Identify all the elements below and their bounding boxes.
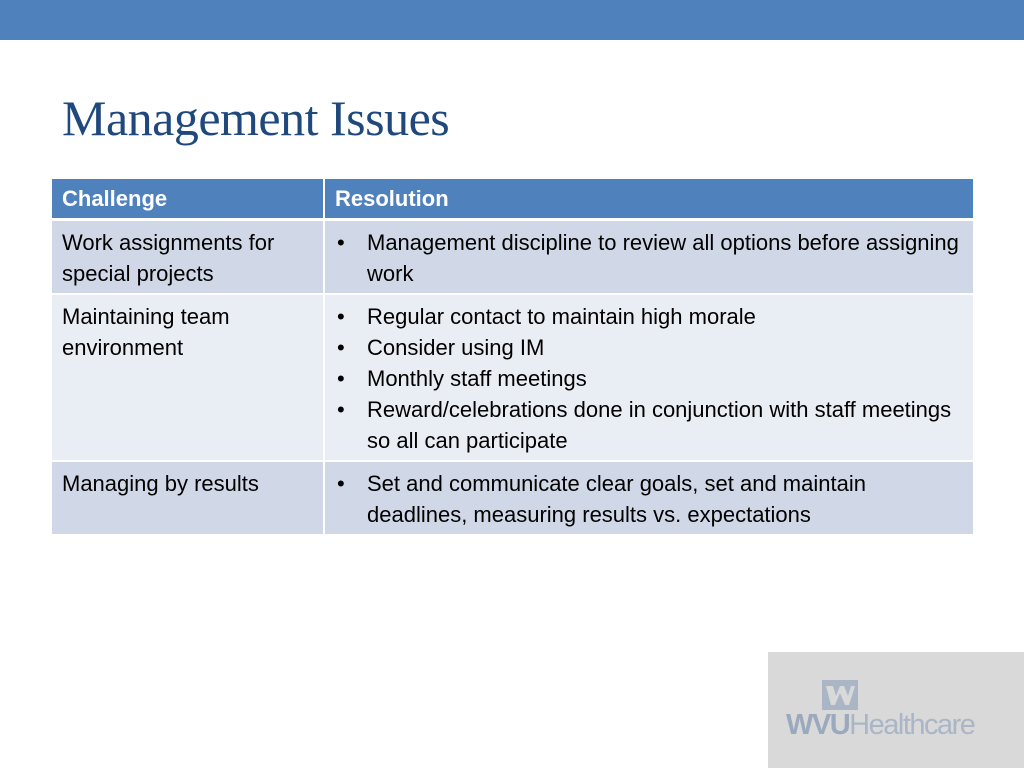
resolution-text: Management discipline to review all options before assigning work [367,230,959,286]
issues-table [52,179,973,536]
resolution-list [335,468,963,530]
table-row [52,294,973,461]
bullet-icon: • [337,397,345,422]
resolution-text: Consider using IM [367,335,545,360]
logo-healthcare-text: Healthcare [849,709,975,741]
resolution-cell [324,294,973,461]
flying-wv-icon [822,680,858,710]
list-item [335,301,963,332]
slide-title: Management Issues [62,90,450,146]
resolution-cell [324,461,973,535]
challenge-cell: Maintaining team environment [52,294,324,461]
table-header-row [52,179,973,220]
wvu-healthcare-logo [768,652,1024,768]
resolution-text: Reward/celebrations done in conjunction with staff meetings so all can participate [367,397,952,453]
logo-wordmark [786,707,974,743]
list-item [335,394,963,456]
bullet-icon: • [337,230,345,255]
list-item [335,227,963,289]
resolution-text: Set and communicate clear goals, set and maintain deadlines, measuring results vs. expectations [367,471,866,527]
resolution-list [335,301,963,456]
logo-wvu-text: WVU [786,709,850,741]
list-item [335,468,963,530]
bullet-icon: • [337,304,345,329]
list-item [335,363,963,394]
bullet-icon: • [337,366,345,391]
bullet-icon: • [337,335,345,360]
list-item [335,332,963,363]
bullet-icon: • [337,471,345,496]
top-accent-bar [0,0,1024,40]
header-resolution: Resolution [324,179,973,220]
resolution-cell [324,220,973,295]
challenge-cell: Work assignments for special projects [52,220,324,295]
resolution-text: Regular contact to maintain high morale [367,304,756,329]
table-row [52,461,973,535]
table-row [52,220,973,295]
resolution-text: Monthly staff meetings [367,366,587,391]
challenge-cell: Managing by results [52,461,324,535]
resolution-list [335,227,963,289]
header-challenge: Challenge [52,179,324,220]
